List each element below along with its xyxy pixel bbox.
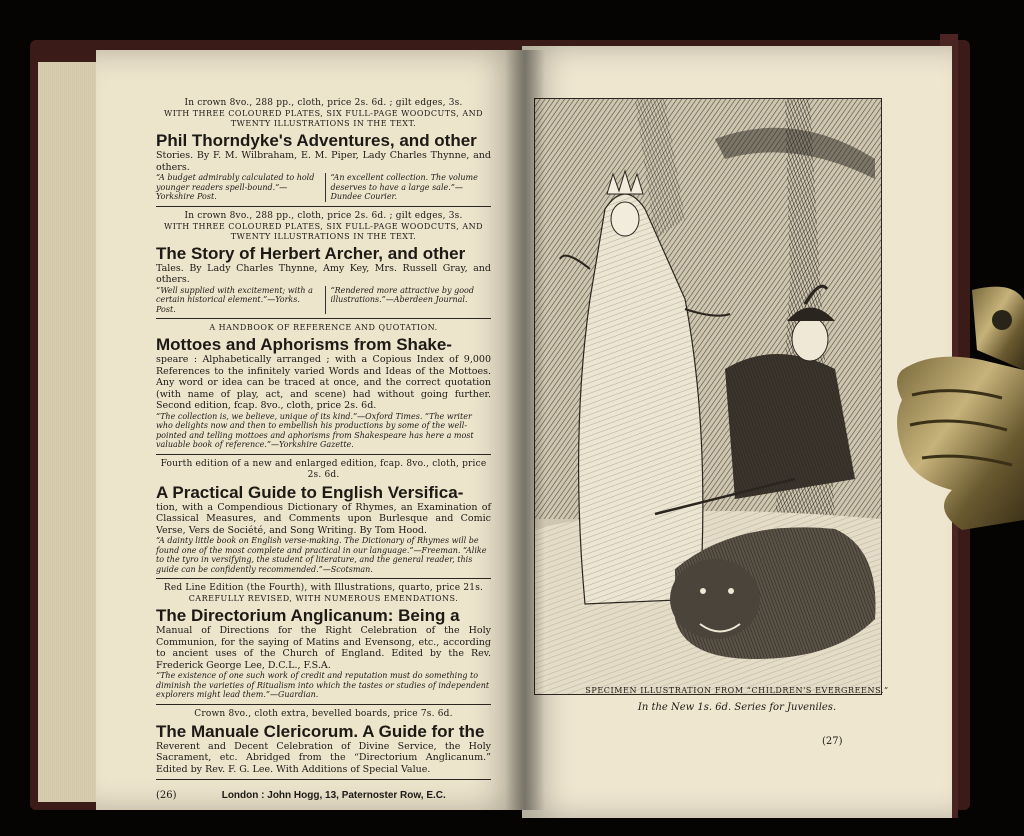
advert-entry	[156, 323, 491, 450]
illustration-artwork	[535, 99, 881, 694]
entry-review: “The existence of one such work of credit and reputation must do something to diminish the varieties of Ritualism into which the tastes or studies of independent explorers might lead them.”—Guardian.	[156, 671, 490, 699]
entry-meta-caps: A HANDBOOK OF REFERENCE AND QUOTATION.	[209, 323, 438, 332]
entry-title: A Practical Guide to English Versifica-	[156, 482, 464, 502]
left-page	[96, 50, 522, 810]
divider	[156, 704, 491, 705]
entry-reviews	[156, 173, 491, 202]
advert-entry	[156, 583, 491, 700]
divider	[156, 779, 491, 780]
divider	[156, 318, 491, 319]
entry-body: tion, with a Compendious Dictionary of Rhymes, an Examination of Classical Measures, and Comments upon Burlesque and Comic Verse, Vers de Société, and Song Writing. By Tom Hood.	[156, 501, 491, 536]
entry-meta-caps: WITH THREE COLOURED PLATES, SIX FULL-PAGE WOODCUTS, AND TWENTY ILLUSTRATIONS IN THE TEXT.	[163, 109, 484, 128]
page-number-left: (26)	[156, 790, 177, 801]
entry-body: Manual of Directions for the Right Celebration of the Holy Communion, for the saying of Matins and Evensong, etc., according to ancient uses of the Church of England. Edited by the Rev. Frederick George Lee, D.C.L., F.S.A.	[156, 625, 491, 671]
advert-entry	[156, 709, 491, 776]
entry-meta: Fourth edition of a new and enlarged edition, fcap. 8vo., cloth, price 2s. 6d.	[160, 458, 487, 480]
entry-meta: Crown 8vo., cloth extra, bevelled boards, price 7s. 6d.	[194, 708, 453, 719]
review-right: “An excellent collection. The volume deserves to have a large sale.”—Dundee Courier.	[325, 173, 492, 202]
brass-bookholder-hook	[892, 280, 1024, 540]
entry-reviews	[156, 286, 491, 315]
illustration-subcaption: In the New 1s. 6d. Series for Juveniles.	[637, 702, 837, 713]
entry-title: Mottoes and Aphorisms from Shake-	[156, 335, 452, 354]
advert-column	[156, 98, 491, 801]
divider	[156, 206, 491, 207]
entry-meta-caps: CAREFULLY REVISED, WITH NUMEROUS EMENDATIONS.	[188, 594, 459, 603]
page-block-edges	[38, 62, 100, 802]
entry-meta: In crown 8vo., 288 pp., cloth, price 2s. 6d. ; gilt edges, 3s.	[184, 210, 463, 221]
entry-title: The Manuale Clericorum. A Guide for the	[156, 721, 485, 741]
entry-title: The Story of Herbert Archer, and other	[156, 243, 466, 263]
entry-meta: Red Line Edition (the Fourth), with Illustrations, quarto, price 21s.	[163, 583, 484, 593]
entry-title: The Directorium Anglicanum: Being a	[156, 606, 460, 625]
publisher-line: London : John Hogg, 13, Paternoster Row, E.C.	[221, 790, 446, 801]
entry-body: Tales. By Lady Charles Thynne, Amy Key, Mrs. Russell Gray, and others.	[156, 262, 491, 285]
engraving-illustration	[534, 98, 882, 695]
entry-review: “A dainty little book on English verse-making. The Dictionary of Rhymes will be found one of the most complete and practical in our language.”—Freeman. “Alike to the tyro in versifying, the student of literature, and the general reader, this guide can be confidently recommended.”—Scotsman.	[156, 536, 487, 574]
review-left: “Well supplied with excitement; with a certain historical element.”—Yorks. Post.	[156, 285, 313, 314]
spine-gutter	[505, 50, 545, 810]
entry-body: Reverent and Decent Celebration of Divine Service, the Holy Sacrament, etc. Abridged from the “Directorium Anglicanum.” Edited by Rev. F. G. Lee. With Additions of Special Value.	[156, 740, 491, 775]
entry-title: Phil Thorndyke's Adventures, and other	[156, 131, 477, 150]
illustration-caption: SPECIMEN ILLUSTRATION FROM “CHILDREN'S EVERGREENS.”	[585, 686, 889, 695]
entry-meta: In crown 8vo., 288 pp., cloth, price 2s. 6d. ; gilt edges, 3s.	[184, 98, 463, 108]
divider	[156, 454, 491, 455]
entry-body: Stories. By F. M. Wilbraham, E. M. Piper, Lady Charles Thynne, and others.	[156, 150, 491, 173]
entry-review: “The collection is, we believe, unique of its kind.”—Oxford Times. “The writer who delights now and then to embellish his productions by some of the well-pointed and telling mottoes and aphorisms from Shakespeare has here a most valuable book of reference.”—Yorkshire Gazette.	[156, 411, 474, 449]
entry-body: speare : Alphabetically arranged ; with a Copious Index of 9,000 References to the infinitely varied Words and Ideas of the Mottoes. Any word or idea can be traced at once, and the correct quotation (with name of play, act, and scene) had without going further. Second edition, fcap. 8vo., cloth, price 2s. 6d.	[156, 354, 491, 411]
advert-entry	[156, 459, 491, 575]
right-page	[522, 46, 952, 818]
review-right: “Rendered more attractive by good illustrations.”—Aberdeen Journal.	[325, 286, 492, 315]
entry-meta-caps: WITH THREE COLOURED PLATES, SIX FULL-PAGE WOODCUTS, AND TWENTY ILLUSTRATIONS IN THE TEXT.	[163, 221, 484, 241]
page-footer	[156, 790, 491, 801]
advert-entry	[156, 98, 491, 202]
review-left: “A budget admirably calculated to hold younger readers spell-bound.”—Yorkshire Post.	[156, 173, 315, 201]
page-number-right: (27)	[822, 736, 843, 747]
advert-entry	[156, 211, 491, 315]
divider	[156, 578, 491, 579]
